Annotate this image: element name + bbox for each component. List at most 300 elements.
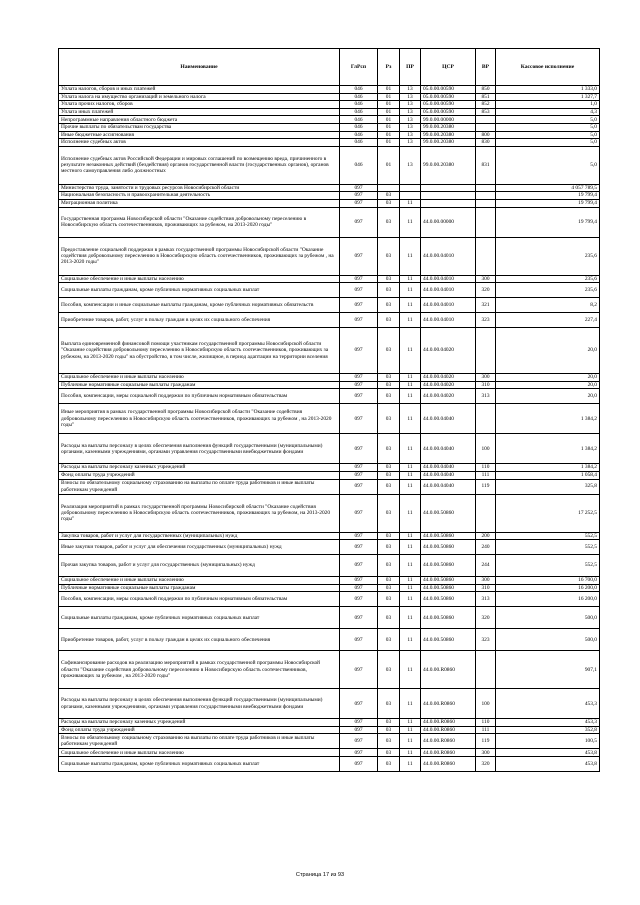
cell-vr: 100 — [476, 689, 496, 719]
cell-csr: 44.0.00.04040 — [421, 479, 476, 494]
cell-name: Уплата налога на имущество организаций и земельного налога — [59, 93, 340, 101]
cell-amount: 100,5 — [496, 734, 600, 749]
cell-pr: 13 — [400, 101, 421, 109]
cell-csr: 99.0.00.20380 — [421, 139, 476, 147]
cell-pr: 11 — [400, 689, 421, 719]
table-row — [59, 93, 600, 101]
cell-vr — [476, 651, 496, 689]
cell-grs: 097 — [340, 592, 378, 607]
cell-csr: 44.0.00.50860 — [421, 540, 476, 555]
cell-csr: 44.0.00.04040 — [421, 464, 476, 472]
cell-pr: 11 — [400, 464, 421, 472]
cell-grs: 097 — [340, 313, 378, 328]
cell-amount: 5,0 — [496, 139, 600, 147]
header-pr: ПР — [400, 49, 421, 86]
cell-grs: 097 — [340, 184, 378, 192]
cell-rz: 03 — [378, 607, 400, 629]
cell-pr: 11 — [400, 381, 421, 389]
cell-grs: 097 — [340, 540, 378, 555]
cell-csr: 44.0.00.50860 — [421, 584, 476, 592]
table-row — [59, 577, 600, 585]
cell-name: Публичные нормативные социальные выплаты гражданам — [59, 381, 340, 389]
cell-amount: 552,5 — [496, 540, 600, 555]
cell-rz: 01 — [378, 93, 400, 101]
cell-rz: 03 — [378, 313, 400, 328]
cell-csr: 99.0.00.20380 — [421, 123, 476, 131]
cell-csr: 44.0.00.R0860 — [421, 726, 476, 734]
cell-rz: 03 — [378, 734, 400, 749]
cell-amount: 20,0 — [496, 381, 600, 389]
table-row — [59, 584, 600, 592]
cell-vr — [476, 184, 496, 192]
cell-grs: 097 — [340, 434, 378, 464]
table-row — [59, 592, 600, 607]
cell-vr: 313 — [476, 389, 496, 404]
table-row — [59, 381, 600, 389]
cell-name: Приобретение товаров, работ, услуг в пользу граждан в целях их социального обеспечения — [59, 313, 340, 328]
cell-vr: 831 — [476, 146, 496, 184]
cell-name: Социальное обеспечение и иные выплаты населению — [59, 577, 340, 585]
cell-amount: 16 200,0 — [496, 592, 600, 607]
table-row — [59, 464, 600, 472]
cell-amount: 16 700,0 — [496, 577, 600, 585]
cell-name: Предоставление социальной поддержки в рамках государственной программы Новосибирской области "Оказание содействия добровольному переселению в Новосибирскую область соотечественников, проживающих за рубежом , на 2013-2020 годы" — [59, 237, 340, 275]
cell-grs: 046 — [340, 108, 378, 116]
cell-amount: 1 058,4 — [496, 471, 600, 479]
cell-name: Фонд оплаты труда учреждений — [59, 471, 340, 479]
cell-csr: 44.0.00.04020 — [421, 389, 476, 404]
table-row — [59, 313, 600, 328]
table-row — [59, 607, 600, 629]
cell-name: Реализация мероприятий в рамках государственной программы Новосибирской области "Оказание содействия добровольному переселению в Новосибирскую область соотечественников, проживающих за рубежом, на 2013-2020 годы" — [59, 494, 340, 532]
cell-name: Софинансирование расходов на реализацию мероприятий в рамках государственной программы Новосибирской области "Оказание содействия добровольному переселению в Новосибирскую область соотечественников, проживающих за рубежом , на 2013-2020 годы" — [59, 651, 340, 689]
cell-name: Социальное обеспечение и иные выплаты населению — [59, 749, 340, 757]
cell-vr: 323 — [476, 313, 496, 328]
cell-csr: 44.0.00.04040 — [421, 404, 476, 434]
cell-grs: 097 — [340, 298, 378, 313]
cell-rz: 01 — [378, 123, 400, 131]
table-row — [59, 540, 600, 555]
table-row — [59, 108, 600, 116]
cell-pr: 11 — [400, 328, 421, 374]
cell-name: Пособия, компенсации и иные социальные выплаты гражданам, кроме публичных нормативных обязательств — [59, 298, 340, 313]
cell-rz: 03 — [378, 592, 400, 607]
table-row — [59, 434, 600, 464]
cell-amount: 500,0 — [496, 607, 600, 629]
cell-grs: 046 — [340, 101, 378, 109]
cell-amount: 20,0 — [496, 389, 600, 404]
table-row — [59, 555, 600, 577]
cell-pr: 13 — [400, 146, 421, 184]
table-body — [59, 86, 600, 772]
table-row — [59, 192, 600, 200]
cell-grs: 097 — [340, 479, 378, 494]
cell-rz: 03 — [378, 726, 400, 734]
table-row — [59, 494, 600, 532]
cell-pr: 11 — [400, 749, 421, 757]
cell-grs: 046 — [340, 123, 378, 131]
cell-vr: 320 — [476, 757, 496, 772]
cell-grs: 097 — [340, 607, 378, 629]
cell-amount: 19 799,4 — [496, 199, 600, 207]
cell-amount: 4 057 789,5 — [496, 184, 600, 192]
cell-grs: 097 — [340, 192, 378, 200]
cell-amount: 1 384,2 — [496, 464, 600, 472]
cell-vr: 111 — [476, 726, 496, 734]
cell-amount: 1 333,0 — [496, 86, 600, 94]
cell-amount: 227,4 — [496, 313, 600, 328]
cell-csr — [421, 184, 476, 192]
cell-csr: 44.0.00.50860 — [421, 607, 476, 629]
cell-pr — [400, 184, 421, 192]
cell-grs: 046 — [340, 131, 378, 139]
cell-csr: 99.0.00.20380 — [421, 146, 476, 184]
header-name: Наименование — [59, 49, 340, 86]
cell-rz: 03 — [378, 651, 400, 689]
cell-csr: 44.0.00.04010 — [421, 298, 476, 313]
table-row — [59, 389, 600, 404]
table-row — [59, 237, 600, 275]
cell-csr: 44.0.00.50860 — [421, 577, 476, 585]
cell-vr: 119 — [476, 479, 496, 494]
cell-grs: 097 — [340, 283, 378, 298]
cell-csr: 44.0.00.50860 — [421, 494, 476, 532]
header-grs: ГлРсп — [340, 49, 378, 86]
cell-rz: 03 — [378, 237, 400, 275]
cell-csr: 44.0.00.04010 — [421, 313, 476, 328]
cell-grs: 097 — [340, 494, 378, 532]
cell-rz: 03 — [378, 374, 400, 382]
cell-grs: 097 — [340, 532, 378, 540]
cell-vr: 320 — [476, 283, 496, 298]
header-rz: Рз — [378, 49, 400, 86]
cell-grs: 097 — [340, 404, 378, 434]
cell-grs: 046 — [340, 146, 378, 184]
cell-amount: 552,5 — [496, 532, 600, 540]
cell-csr: 44.0.00.04040 — [421, 434, 476, 464]
cell-csr: 05.0.00.00590 — [421, 93, 476, 101]
cell-pr: 11 — [400, 434, 421, 464]
cell-pr: 11 — [400, 313, 421, 328]
cell-pr: 11 — [400, 479, 421, 494]
cell-vr: 111 — [476, 471, 496, 479]
cell-vr: 310 — [476, 584, 496, 592]
cell-grs: 097 — [340, 726, 378, 734]
cell-grs: 097 — [340, 629, 378, 651]
cell-grs: 097 — [340, 199, 378, 207]
header-amount: Кассовое исполнение — [496, 49, 600, 86]
cell-rz: 03 — [378, 584, 400, 592]
cell-amount: 17 252,5 — [496, 494, 600, 532]
cell-rz: 03 — [378, 381, 400, 389]
cell-rz: 03 — [378, 275, 400, 283]
cell-name: Прочая закупка товаров, работ и услуг для государственных (муниципальных) нужд — [59, 555, 340, 577]
cell-rz: 03 — [378, 328, 400, 374]
cell-name: Взносы по обязательному социальному страхованию на выплаты по оплате труда работников и иные выплаты работникам учреждений — [59, 479, 340, 494]
cell-name: Социальные выплаты гражданам, кроме публичных нормативных социальных выплат — [59, 283, 340, 298]
cell-amount: 352,8 — [496, 726, 600, 734]
cell-amount: 19 799,4 — [496, 207, 600, 237]
cell-pr: 11 — [400, 719, 421, 727]
cell-vr: 200 — [476, 532, 496, 540]
cell-csr: 44.0.00.04040 — [421, 471, 476, 479]
cell-rz: 01 — [378, 108, 400, 116]
cell-rz: 03 — [378, 434, 400, 464]
cell-grs: 097 — [340, 734, 378, 749]
cell-amount: 453,3 — [496, 719, 600, 727]
table-row — [59, 131, 600, 139]
cell-pr: 11 — [400, 607, 421, 629]
cell-pr: 11 — [400, 726, 421, 734]
cell-vr: 853 — [476, 108, 496, 116]
cell-pr: 11 — [400, 275, 421, 283]
cell-name: Приобретение товаров, работ, услуг в пользу граждан в целях их социального обеспечения — [59, 629, 340, 651]
cell-pr: 13 — [400, 116, 421, 124]
table-row — [59, 471, 600, 479]
table-row — [59, 123, 600, 131]
cell-grs: 097 — [340, 389, 378, 404]
cell-rz: 03 — [378, 464, 400, 472]
cell-rz: 03 — [378, 298, 400, 313]
cell-pr: 11 — [400, 555, 421, 577]
cell-amount: 907,1 — [496, 651, 600, 689]
cell-grs: 097 — [340, 577, 378, 585]
cell-pr: 13 — [400, 108, 421, 116]
cell-pr: 11 — [400, 389, 421, 404]
cell-amount: 5,0 — [496, 116, 600, 124]
cell-rz: 01 — [378, 101, 400, 109]
table-row — [59, 689, 600, 719]
cell-amount: 1,0 — [496, 101, 600, 109]
cell-grs: 097 — [340, 207, 378, 237]
cell-grs: 097 — [340, 328, 378, 374]
cell-vr — [476, 199, 496, 207]
cell-pr: 11 — [400, 592, 421, 607]
cell-name: Социальное обеспечение и иные выплаты населению — [59, 275, 340, 283]
cell-csr: 44.0.00.R0860 — [421, 719, 476, 727]
budget-table-sheet — [58, 48, 599, 772]
cell-vr — [476, 494, 496, 532]
cell-vr — [476, 116, 496, 124]
cell-name: Миграционная политика — [59, 199, 340, 207]
cell-vr: 240 — [476, 540, 496, 555]
cell-vr: 300 — [476, 275, 496, 283]
cell-csr: 44.0.00.50860 — [421, 532, 476, 540]
cell-pr: 11 — [400, 757, 421, 772]
cell-vr — [476, 328, 496, 374]
cell-name: Социальные выплаты гражданам, кроме публичных нормативных социальных выплат — [59, 757, 340, 772]
cell-csr: 05.0.00.00590 — [421, 86, 476, 94]
cell-rz: 03 — [378, 555, 400, 577]
cell-amount: 16 200,0 — [496, 584, 600, 592]
cell-name: Иные мероприятия в рамках государственной программы Новосибирской области "Оказание содействия добровольному переселению в Новосибирскую область соотечественников, проживающих за рубежом , на 2013-2020 годы" — [59, 404, 340, 434]
table-row — [59, 757, 600, 772]
cell-csr: 99.0.00.20380 — [421, 131, 476, 139]
cell-grs: 046 — [340, 116, 378, 124]
cell-name: Выплата единовременной финансовой помощи участникам государственной программы Новосибирской области "Оказание содействия добровольному переселению в Новосибирскую область соотечественников, проживающих за рубежом, на 2013-2020 годы" на обустройство, в том числе, жилищное, в период адаптации на территории вселения — [59, 328, 340, 374]
cell-csr: 44.0.00.00000 — [421, 207, 476, 237]
cell-rz: 03 — [378, 479, 400, 494]
cell-vr: 313 — [476, 592, 496, 607]
cell-grs: 097 — [340, 749, 378, 757]
cell-amount: 325,8 — [496, 479, 600, 494]
cell-pr: 11 — [400, 651, 421, 689]
page-number: Страница 17 из 93 — [295, 872, 345, 878]
cell-name: Уплата иных платежей — [59, 108, 340, 116]
cell-name: Иные закупки товаров, работ и услуг для обеспечения государственных (муниципальных) нужд — [59, 540, 340, 555]
cell-rz: 03 — [378, 629, 400, 651]
cell-grs: 097 — [340, 651, 378, 689]
cell-amount: 20,0 — [496, 328, 600, 374]
cell-pr — [400, 192, 421, 200]
cell-vr — [476, 237, 496, 275]
cell-rz: 03 — [378, 689, 400, 719]
table-row — [59, 532, 600, 540]
table-row — [59, 101, 600, 109]
cell-pr: 11 — [400, 734, 421, 749]
cell-vr — [476, 123, 496, 131]
cell-name: Министерство труда, занятости и трудовых ресурсов Новосибирской области — [59, 184, 340, 192]
cell-pr: 11 — [400, 207, 421, 237]
table-row — [59, 726, 600, 734]
cell-vr: 300 — [476, 374, 496, 382]
cell-amount: 453,8 — [496, 757, 600, 772]
cell-rz: 03 — [378, 577, 400, 585]
cell-name: Расходы на выплаты персоналу казенных учреждений — [59, 719, 340, 727]
cell-rz: 01 — [378, 139, 400, 147]
cell-pr: 11 — [400, 237, 421, 275]
cell-rz: 03 — [378, 404, 400, 434]
cell-csr: 44.0.00.R0860 — [421, 757, 476, 772]
cell-rz: 03 — [378, 757, 400, 772]
cell-name: Уплата прочих налогов, сборов — [59, 101, 340, 109]
cell-csr — [421, 199, 476, 207]
cell-csr: 44.0.00.04020 — [421, 374, 476, 382]
cell-name: Взносы по обязательному социальному страхованию на выплаты по оплате труда работников и иные выплаты работникам учреждений — [59, 734, 340, 749]
cell-vr — [476, 404, 496, 434]
cell-amount: 552,5 — [496, 555, 600, 577]
cell-vr: 852 — [476, 101, 496, 109]
cell-vr: 850 — [476, 86, 496, 94]
table-row — [59, 139, 600, 147]
cell-amount: 235,6 — [496, 275, 600, 283]
cell-rz: 03 — [378, 494, 400, 532]
cell-csr: 44.0.00.04020 — [421, 328, 476, 374]
table-row — [59, 86, 600, 94]
cell-vr: 323 — [476, 629, 496, 651]
table-row — [59, 629, 600, 651]
cell-amount: 1 327,7 — [496, 93, 600, 101]
cell-amount: 4,3 — [496, 108, 600, 116]
cell-amount: 5,0 — [496, 146, 600, 184]
cell-rz: 03 — [378, 389, 400, 404]
cell-rz: 03 — [378, 749, 400, 757]
cell-amount: 20,0 — [496, 374, 600, 382]
cell-amount: 235,6 — [496, 237, 600, 275]
cell-vr: 119 — [476, 734, 496, 749]
cell-name: Пособия, компенсации, меры социальной поддержки по публичным нормативным обязательствам — [59, 389, 340, 404]
cell-csr: 44.0.00.R0860 — [421, 734, 476, 749]
cell-vr: 300 — [476, 749, 496, 757]
cell-vr: 244 — [476, 555, 496, 577]
cell-amount: 500,0 — [496, 629, 600, 651]
cell-name: Расходы на выплаты персоналу в целях обеспечения выполнения функций государственными (муниципальными) органами, казенными учреждениями, органами управления государственными внебюджетными фондами — [59, 689, 340, 719]
table-row — [59, 199, 600, 207]
table-row — [59, 298, 600, 313]
cell-rz: 03 — [378, 540, 400, 555]
cell-vr: 310 — [476, 381, 496, 389]
table-row — [59, 184, 600, 192]
cell-name: Социальное обеспечение и иные выплаты населению — [59, 374, 340, 382]
cell-csr: 44.0.00.R0860 — [421, 651, 476, 689]
cell-rz: 01 — [378, 86, 400, 94]
table-row — [59, 719, 600, 727]
cell-grs: 046 — [340, 86, 378, 94]
cell-name: Социальные выплаты гражданам, кроме публичных нормативных социальных выплат — [59, 607, 340, 629]
cell-pr: 13 — [400, 86, 421, 94]
cell-rz: 03 — [378, 192, 400, 200]
cell-csr: 44.0.00.R0860 — [421, 689, 476, 719]
cell-grs: 097 — [340, 464, 378, 472]
cell-rz: 01 — [378, 116, 400, 124]
cell-grs: 046 — [340, 139, 378, 147]
table-row — [59, 749, 600, 757]
cell-pr: 11 — [400, 577, 421, 585]
header-vr: ВР — [476, 49, 496, 86]
cell-grs: 097 — [340, 471, 378, 479]
table-row — [59, 207, 600, 237]
cell-pr: 13 — [400, 123, 421, 131]
cell-pr: 11 — [400, 199, 421, 207]
cell-vr: 300 — [476, 577, 496, 585]
header-csr: ЦСР — [421, 49, 476, 86]
cell-grs: 097 — [340, 689, 378, 719]
cell-vr: 321 — [476, 298, 496, 313]
cell-grs: 097 — [340, 275, 378, 283]
cell-csr: 44.0.00.R0860 — [421, 749, 476, 757]
cell-rz: 03 — [378, 471, 400, 479]
cell-csr: 44.0.00.04010 — [421, 283, 476, 298]
cell-amount: 8,2 — [496, 298, 600, 313]
table-header-row — [59, 49, 600, 86]
cell-amount: 1 384,2 — [496, 404, 600, 434]
cell-csr: 05.0.00.00590 — [421, 108, 476, 116]
table-row — [59, 275, 600, 283]
cell-rz: 03 — [378, 199, 400, 207]
cell-grs: 097 — [340, 374, 378, 382]
cell-vr: 830 — [476, 139, 496, 147]
cell-vr: 320 — [476, 607, 496, 629]
cell-name: Расходы на выплаты персоналу казенных учреждений — [59, 464, 340, 472]
cell-grs: 097 — [340, 555, 378, 577]
cell-name: Расходы на выплаты персоналу в целях обеспечения выполнения функций государственными (муниципальными) органами, казенными учреждениями, органами управления государственными внебюджетными фондами — [59, 434, 340, 464]
cell-name: Исполнение судебных актов Российской Федерации и мировых соглашений по возмещению вреда, причиненного в результате незаконных действий (бездействия) органов государственной власти (государственных органов), органов местного самоуправления либо должностных — [59, 146, 340, 184]
cell-vr: 110 — [476, 464, 496, 472]
cell-amount: 5,0 — [496, 123, 600, 131]
cell-rz: 03 — [378, 283, 400, 298]
cell-rz — [378, 184, 400, 192]
cell-vr: 110 — [476, 719, 496, 727]
cell-pr: 11 — [400, 374, 421, 382]
cell-name: Закупка товаров, работ и услуг для государственных (муниципальных) нужд — [59, 532, 340, 540]
cell-name: Фонд оплаты труда учреждений — [59, 726, 340, 734]
cell-grs: 097 — [340, 584, 378, 592]
cell-vr — [476, 192, 496, 200]
cell-pr: 11 — [400, 471, 421, 479]
cell-vr: 100 — [476, 434, 496, 464]
cell-pr: 11 — [400, 404, 421, 434]
table-row — [59, 651, 600, 689]
